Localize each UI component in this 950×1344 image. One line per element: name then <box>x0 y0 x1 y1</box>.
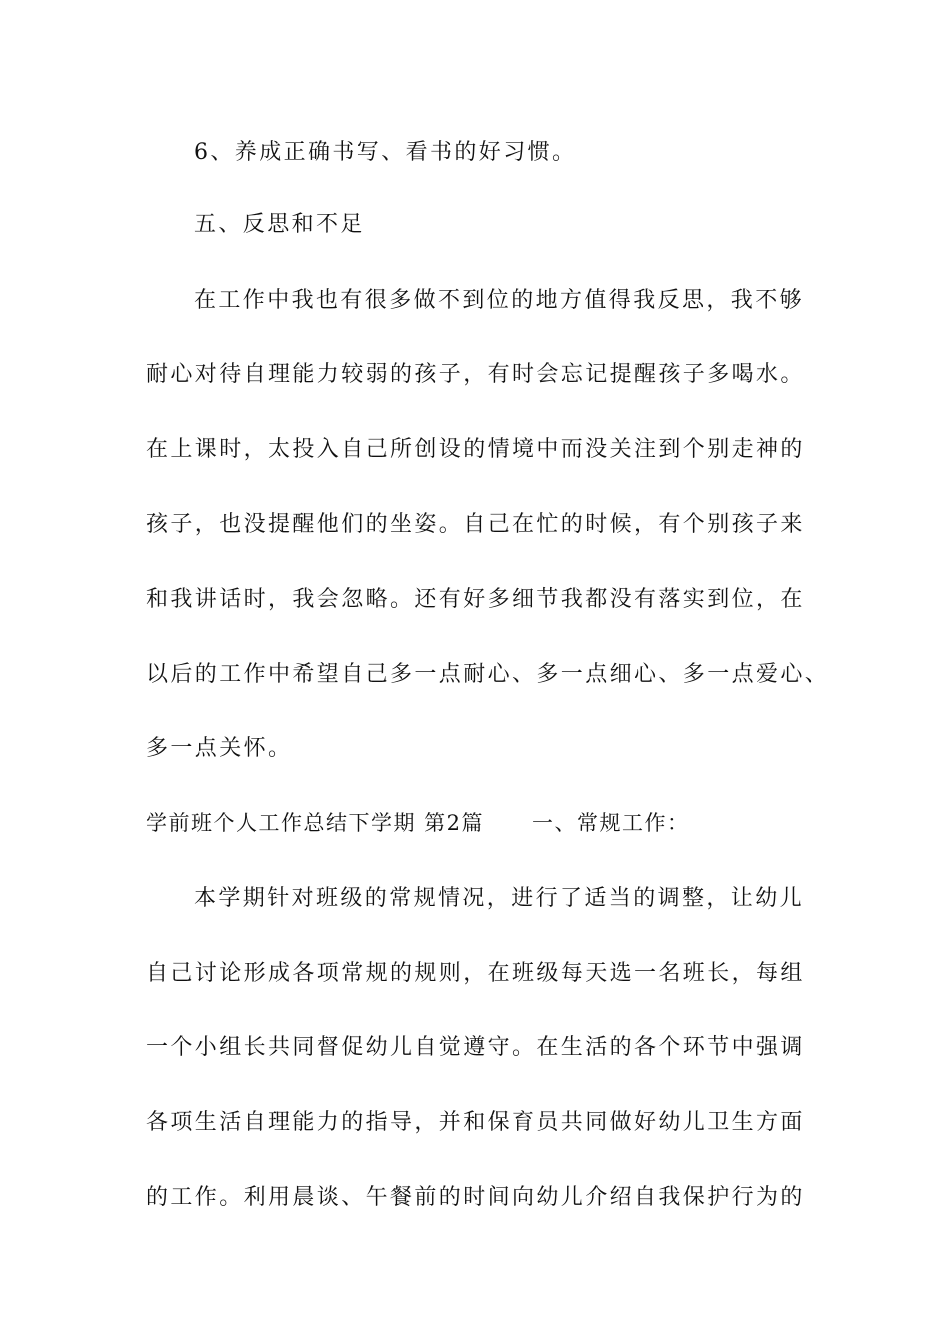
paragraph-line: 一个小组长共同督促幼儿自觉遵守。在生活的各个环节中强调 <box>146 1035 805 1060</box>
paragraph-line: 在上课时，太投入自己所创设的情境中而没关注到个别走神的 <box>146 437 805 462</box>
article-title: 学前班个人工作总结下学期 第2篇 <box>146 811 485 835</box>
text-line-habit: 6、养成正确书写、看书的好习惯。 <box>194 140 577 165</box>
paragraph-line: 以后的工作中希望自己多一点耐心、多一点细心、多一点爱心、 <box>146 662 830 687</box>
paragraph-line: 的工作。利用晨谈、午餐前的时间向幼儿介绍自我保护行为的 <box>146 1185 805 1210</box>
paragraph-line: 各项生活自理能力的指导，并和保育员共同做好幼儿卫生方面 <box>146 1110 805 1135</box>
paragraph-line: 本学期针对班级的常规情况，进行了适当的调整，让幼儿 <box>194 886 805 911</box>
paragraph-line: 在工作中我也有很多做不到位的地方值得我反思，我不够 <box>194 288 805 313</box>
paragraph-line: 孩子，也没提醒他们的坐姿。自己在忙的时候，有个别孩子来 <box>146 512 805 537</box>
article-heading-row <box>146 808 690 838</box>
paragraph-line: 和我讲话时，我会忽略。还有好多细节我都没有落实到位，在 <box>146 587 805 612</box>
paragraph-line: 多一点关怀。 <box>146 736 293 761</box>
paragraph-line: 耐心对待自理能力较弱的孩子，有时会忘记提醒孩子多喝水。 <box>146 362 805 387</box>
paragraph-line: 自己讨论形成各项常规的规则，在班级每天选一名班长，每组 <box>146 961 805 986</box>
section-heading-reflection: 五、反思和不足 <box>194 212 365 237</box>
article-subtitle: 一、常规工作： <box>532 811 690 835</box>
